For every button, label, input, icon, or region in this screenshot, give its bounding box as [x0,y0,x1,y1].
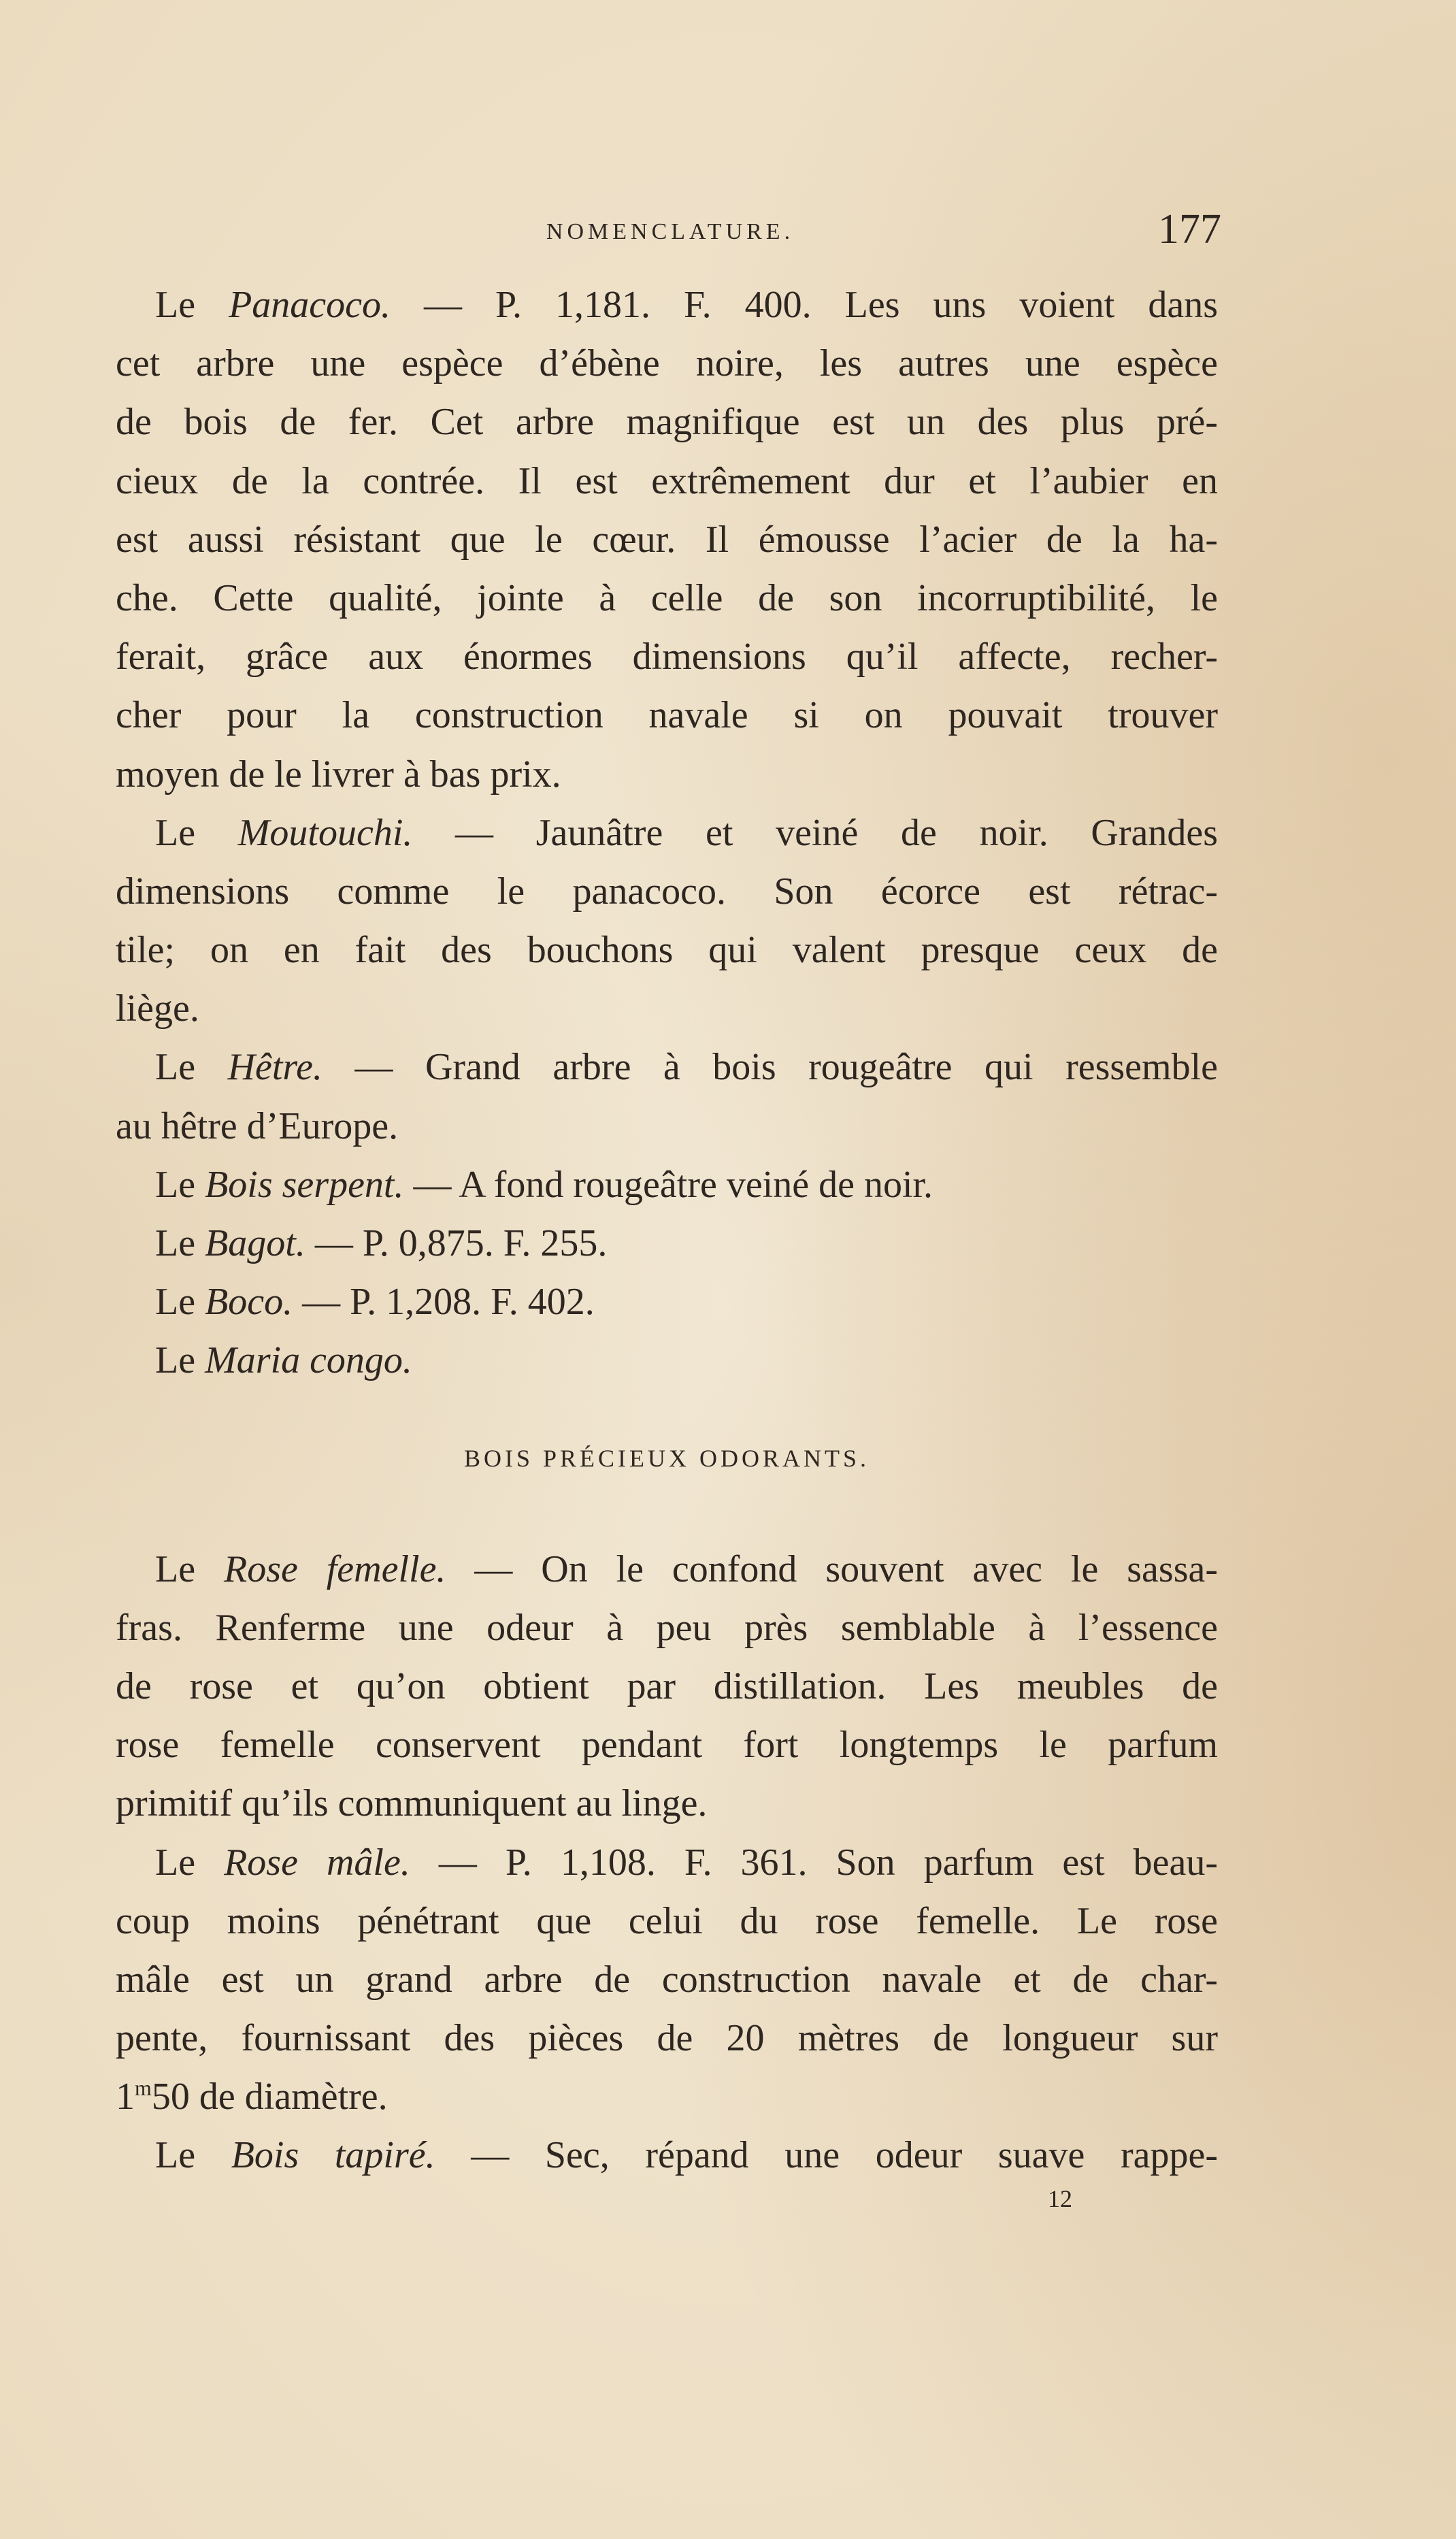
text-line [116,1331,1218,1390]
page-number: 177 [1158,206,1221,252]
text-line [116,1833,1218,1892]
text-fragment: Le [155,1281,205,1324]
text-fragment: Le [155,2134,231,2177]
species-name: Panacoco. [229,284,391,326]
running-title: NOMENCLATURE. [546,219,795,244]
text-fragment: Le [155,284,229,326]
text-line [116,1273,1218,1331]
text-line: cher pour la construction navale si on pouvait trouver [116,694,1218,737]
text-line [116,1038,1218,1096]
text-line: ferait, grâce aux énormes dimensions qu’il affecte, recher- [116,636,1218,678]
text-line: fras. Renferme une odeur à peu près semblable à l’essence [116,1606,1218,1649]
text-fragment: Le [155,1547,224,1590]
text-line: mâle est un grand arbre de construction navale et de char- [116,1958,1218,2001]
species-name: Rose mâle. [224,1841,410,1884]
text-fragment: Le [155,1046,228,1089]
species-name: Bois tapiré. [231,2134,435,2177]
superscript: m [135,2076,152,2101]
text-line: coup moins pénétrant que celui du rose femelle. Le rose [116,1899,1218,1942]
species-name: Hêtre. [227,1046,322,1089]
text-line: pente, fournissant des pièces de 20 mètres de longueur sur [116,2017,1218,2060]
text-fragment: Le [155,1222,205,1264]
text-line: cet arbre une espèce d’ébène noire, les autres une espèce [116,342,1218,385]
text-line: liège. [116,987,199,1030]
text-line [116,276,1218,334]
species-name: Bois serpent. [205,1163,404,1206]
text-fragment: — A fond rougeâtre veiné de noir. [403,1163,933,1206]
text-line: moyen de le livrer à bas prix. [116,753,561,796]
text-line: dimensions comme le panacoco. Son écorce est rétrac- [116,870,1218,913]
text-line: cieux de la contrée. Il est extrêmement dur et l’aubier en [116,459,1218,502]
text-line [116,1214,1218,1273]
text-fragment: Le [155,1339,205,1382]
text-line: est aussi résistant que le cœur. Il émousse l’acier de la ha- [116,518,1218,561]
text-fragment: — Jaunâtre et veiné de noir. Grandes [412,811,1218,854]
text-fragment: — Sec, répand une odeur suave rappe- [435,2134,1218,2177]
text-fragment: 1 [116,2076,135,2118]
text-line [116,1156,1218,1214]
text-fragment: — P. 1,208. F. 402. [293,1281,595,1324]
text-line [116,2067,1218,2126]
text-fragment: — P. 0,875. F. 255. [305,1222,608,1264]
text-fragment: — Grand arbre à bois rougeâtre qui ressemble [322,1046,1218,1089]
text-fragment: — P. 1,108. F. 361. Son parfum est beau- [410,1841,1218,1884]
text-line: au hêtre d’Europe. [116,1104,399,1147]
running-head [119,199,1221,260]
section-heading: BOIS PRÉCIEUX ODORANTS. [463,1444,870,1472]
text-line: rose femelle conservent pendant fort longtemps le parfum [116,1724,1218,1767]
species-name: Boco. [205,1281,293,1324]
text-line: de bois de fer. Cet arbre magnifique est un des plus pré- [116,401,1218,444]
text-line [116,1540,1218,1599]
text-fragment: — P. 1,181. F. 400. Les uns voient dans [391,284,1218,326]
signature-mark: 12 [1048,2185,1072,2212]
species-name: Rose femelle. [223,1547,446,1590]
text-fragment: Le [155,1841,225,1884]
text-line [116,804,1218,862]
text-fragment: — On le confond souvent avec le sassa- [446,1547,1218,1590]
species-name: Maria congo. [205,1339,412,1382]
text-line: che. Cette qualité, jointe à celle de son incorruptibilité, le [116,576,1218,619]
text-line: primitif qu’ils communiquent au linge. [116,1782,708,1825]
species-name: Bagot. [205,1222,305,1264]
species-name: Moutouchi. [237,811,413,854]
page-body [116,276,1218,2185]
text-line [116,2126,1218,2184]
text-fragment: Le [155,811,238,854]
text-line: tile; on en fait des bouchons qui valent presque ceux de [116,929,1218,972]
text-line: de rose et qu’on obtient par distillation. Les meubles de [116,1665,1218,1707]
text-fragment: 50 de diamètre. [151,2076,388,2118]
text-fragment: Le [155,1163,205,1206]
